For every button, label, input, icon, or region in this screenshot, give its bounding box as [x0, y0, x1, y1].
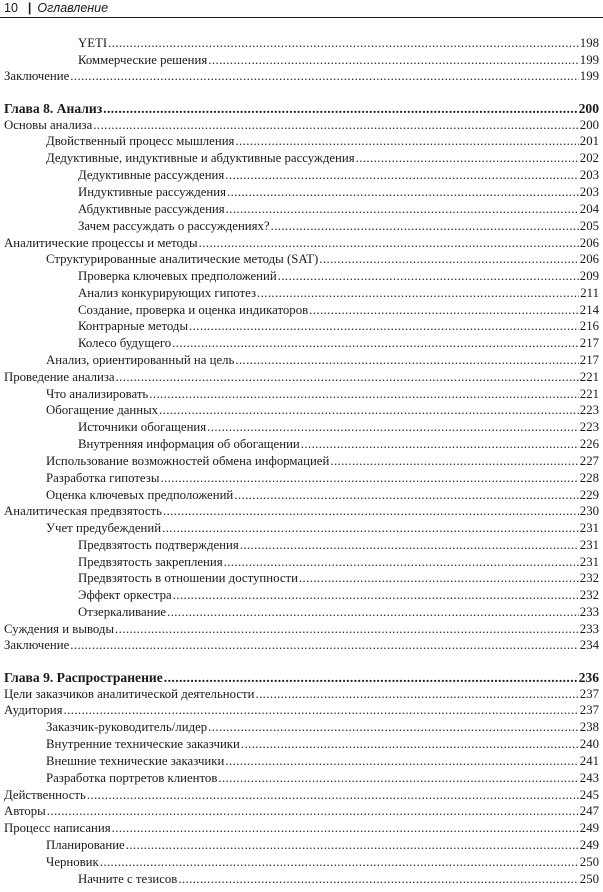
toc-entry: [78, 436, 599, 453]
toc-page-number: 245: [579, 788, 599, 802]
dot-leader: [226, 201, 579, 218]
toc-entry-label: Структурированные аналитические методы (SAT): [46, 252, 319, 266]
toc-page-number: 201: [579, 134, 599, 148]
toc-entry: [78, 570, 599, 587]
toc-entry-label: Заказчик-руководитель/лидер: [46, 720, 208, 734]
toc-entry: [4, 68, 599, 85]
toc-page-number: 227: [579, 454, 599, 468]
dot-leader: [47, 803, 579, 820]
toc-entry: [78, 318, 599, 335]
dot-leader: [225, 753, 578, 770]
toc-page-number: 221: [579, 387, 599, 401]
toc-entry: [46, 470, 599, 487]
dot-leader: [64, 702, 579, 719]
toc-page-number: 249: [579, 821, 599, 835]
toc-entry-label: Двойственный процесс мышления: [46, 134, 235, 148]
dot-leader: [234, 487, 579, 504]
toc-page-number: 214: [579, 303, 599, 317]
toc-page-number: 209: [579, 269, 599, 283]
dot-leader: [70, 637, 579, 654]
toc-entry-label: Внутренняя информация об обогащении: [78, 437, 300, 451]
toc-page-number: 240: [579, 737, 599, 751]
toc-entry: [4, 117, 599, 134]
dot-leader: [167, 604, 579, 621]
section-title: Оглавление: [37, 1, 109, 15]
toc-entry-label: Цели заказчиков аналитической деятельности: [4, 687, 255, 701]
page-number: 10: [4, 1, 18, 15]
toc-entry: [78, 268, 599, 285]
toc-entry-label: Индуктивные рассуждения: [78, 185, 226, 199]
toc-entry-label: Использование возможностей обмена информацией: [46, 454, 330, 468]
toc-page-number: 231: [579, 521, 599, 535]
toc-entry: [46, 487, 599, 504]
dot-leader: [299, 570, 579, 587]
toc-page-number: 206: [579, 236, 599, 250]
toc-entry-label: Глава 9. Распространение: [4, 670, 163, 685]
dot-leader: [108, 35, 579, 52]
dot-leader: [278, 268, 579, 285]
toc-entry-label: Абдуктивные рассуждения: [78, 202, 225, 216]
dot-leader: [93, 117, 578, 134]
toc-page-number: 223: [579, 403, 599, 417]
toc-entry: [4, 820, 599, 837]
dot-leader: [319, 251, 579, 268]
dot-leader: [70, 68, 579, 85]
toc-chapter-heading: [4, 100, 599, 118]
toc-entry-label: Дедуктивные рассуждения: [78, 168, 225, 182]
toc-entry: [46, 753, 599, 770]
toc-page-number: 198: [579, 36, 599, 50]
toc-entry-label: Действенность: [4, 788, 86, 802]
toc-entry: [78, 52, 599, 69]
toc-page-number: 216: [579, 319, 599, 333]
header-rule: [0, 17, 603, 18]
toc-entry: [78, 587, 599, 604]
toc-entry-label: Предвзятость подтверждения: [78, 538, 239, 552]
toc-entry: [4, 235, 599, 252]
toc-entry-label: Заключение: [4, 69, 70, 83]
toc-entry-label: Источники обогащения: [78, 420, 207, 434]
toc-entry: [4, 503, 599, 520]
toc-page-number: 237: [579, 687, 599, 701]
toc-page-number: 241: [579, 754, 599, 768]
toc-entry-label: Планирование: [46, 838, 125, 852]
dot-leader: [162, 520, 579, 537]
toc-entry: [46, 453, 599, 470]
toc-page-number: 206: [579, 252, 599, 266]
dot-leader: [225, 167, 579, 184]
toc-entry: [46, 736, 599, 753]
dot-leader: [224, 554, 579, 571]
dot-leader: [87, 787, 579, 804]
dot-leader: [309, 302, 579, 319]
dot-leader: [207, 419, 579, 436]
toc-entry-label: Предвзятость в отношении доступности: [78, 571, 298, 585]
toc-entry: [78, 871, 599, 888]
toc-entry: [46, 251, 599, 268]
dot-leader: [112, 820, 579, 837]
toc-entry: [78, 218, 599, 235]
toc-entry-label: Предвзятость закрепления: [78, 555, 223, 569]
toc-page-number: 233: [579, 622, 599, 636]
toc-page-number: 234: [579, 638, 599, 652]
dot-leader: [218, 770, 578, 787]
toc-page-number: 211: [580, 286, 599, 300]
dot-leader: [255, 686, 578, 703]
toc-entry-label: Обогащение данных: [46, 403, 159, 417]
toc-entry-label: Заключение: [4, 638, 70, 652]
dot-leader: [257, 285, 579, 302]
running-header: [4, 0, 599, 16]
toc-entry: [78, 302, 599, 319]
toc-entry-label: Колесо будущего: [78, 336, 172, 350]
dot-leader: [100, 854, 579, 871]
toc-page-number: 228: [579, 471, 599, 485]
toc-entry-label: Эффект оркестра: [78, 588, 172, 602]
toc-entry-label: Зачем рассуждать о рассуждениях?: [78, 219, 270, 233]
dot-leader: [227, 184, 579, 201]
toc-page-number: 199: [579, 53, 599, 67]
dot-leader: [103, 100, 577, 118]
toc-entry: [4, 637, 599, 654]
toc-entry: [78, 35, 599, 52]
dot-leader: [208, 52, 579, 69]
toc-page-number: 238: [579, 720, 599, 734]
toc-entry-label: Проведение анализа: [4, 370, 115, 384]
toc-page-number: 203: [579, 185, 599, 199]
dot-leader: [199, 235, 579, 252]
toc-entry-label: Оценка ключевых предположений: [46, 488, 234, 502]
toc-entry: [46, 719, 599, 736]
toc-page-number: 204: [579, 202, 599, 216]
toc-entry-label: Отзеркаливание: [78, 605, 167, 619]
toc-entry-label: Аудитория: [4, 703, 63, 717]
toc-page-number: 217: [579, 336, 599, 350]
toc-entry: [78, 184, 599, 201]
toc-page-number: 229: [579, 488, 599, 502]
dot-leader: [149, 386, 579, 403]
toc-entry-label: Черновик: [46, 855, 99, 869]
dot-leader: [208, 719, 579, 736]
dot-leader: [159, 402, 579, 419]
toc-entry: [4, 686, 599, 703]
dot-leader: [301, 436, 579, 453]
toc-entry: [4, 803, 599, 820]
toc-entry-label: Что анализировать: [46, 387, 149, 401]
toc-page-number: 200: [579, 118, 599, 132]
toc-entry-label: Учет предубеждений: [46, 521, 162, 535]
toc-page-number: 205: [579, 219, 599, 233]
dot-leader: [241, 736, 579, 753]
toc-page-number: 232: [579, 571, 599, 585]
toc-page-number: 243: [579, 771, 599, 785]
toc-entry-label: Создание, проверка и оценка индикаторов: [78, 303, 309, 317]
dot-leader: [189, 318, 579, 335]
toc-entry-label: Анализ конкурирующих гипотез: [78, 286, 257, 300]
dot-leader: [271, 218, 579, 235]
toc-entry: [78, 285, 599, 302]
toc-entry: [46, 837, 599, 854]
dot-leader: [115, 621, 579, 638]
toc-page-number: 231: [579, 538, 599, 552]
toc-page-number: 250: [579, 872, 599, 886]
toc-entry: [46, 386, 599, 403]
toc-entry-label: Суждения и выводы: [4, 622, 115, 636]
toc-entry: [4, 621, 599, 638]
toc-page-number: 221: [579, 370, 599, 384]
dot-leader: [164, 669, 578, 687]
toc-entry-label: Разработка портретов клиентов: [46, 771, 218, 785]
toc-entry-label: Основы анализа: [4, 118, 93, 132]
toc-page-number: 237: [579, 703, 599, 717]
toc-entry-label: Дедуктивные, индуктивные и абдуктивные рассуждения: [46, 151, 355, 165]
toc-page-number: 200: [578, 101, 599, 116]
toc-entry-label: Глава 8. Анализ: [4, 101, 103, 116]
toc-entry: [78, 167, 599, 184]
toc-entry: [4, 702, 599, 719]
toc-entry-label: Коммерческие решения: [78, 53, 208, 67]
toc-entry-label: Разработка гипотезы: [46, 471, 160, 485]
toc-page-number: 203: [579, 168, 599, 182]
toc-page-number: 217: [579, 353, 599, 367]
toc-entry-label: Анализ, ориентированный на цель: [46, 353, 235, 367]
toc-page-number: 226: [579, 437, 599, 451]
toc-entry: [46, 352, 599, 369]
dot-leader: [178, 871, 578, 888]
toc-page-number: 230: [579, 504, 599, 518]
dot-leader: [160, 470, 578, 487]
dot-leader: [173, 587, 579, 604]
toc-entry-label: Проверка ключевых предположений: [78, 269, 277, 283]
toc-entry-label: Процесс написания: [4, 821, 111, 835]
toc-entry: [78, 419, 599, 436]
dot-leader: [116, 369, 579, 386]
toc-entry: [46, 133, 599, 150]
toc-chapter-heading: [4, 669, 599, 687]
toc-page-number: 233: [579, 605, 599, 619]
toc-entry-label: Аналитические процессы и методы: [4, 236, 198, 250]
dot-leader: [240, 537, 579, 554]
dot-leader: [356, 150, 579, 167]
toc-entry: [46, 770, 599, 787]
toc-entry: [46, 854, 599, 871]
toc-page-number: 202: [579, 151, 599, 165]
toc-entry: [78, 537, 599, 554]
toc-page-number: 250: [579, 855, 599, 869]
toc-page-number: 199: [579, 69, 599, 83]
toc-page-number: 236: [578, 670, 599, 685]
dot-leader: [235, 133, 578, 150]
toc-entry: [78, 604, 599, 621]
toc-page-number: 247: [579, 804, 599, 818]
toc-entry-label: YETI: [78, 36, 108, 50]
toc-page-number: 231: [579, 555, 599, 569]
dot-leader: [163, 503, 579, 520]
toc-page-number: 223: [579, 420, 599, 434]
toc-entry-label: Внутренние технические заказчики: [46, 737, 240, 751]
toc-entry: [46, 402, 599, 419]
toc-page-number: 232: [579, 588, 599, 602]
toc-entry: [4, 787, 599, 804]
toc-entry-label: Внешние технические заказчики: [46, 754, 225, 768]
toc-entry: [78, 335, 599, 352]
toc-entry: [4, 369, 599, 386]
header-separator: |: [27, 1, 32, 15]
dot-leader: [172, 335, 579, 352]
toc-page-number: 249: [579, 838, 599, 852]
toc-entry: [78, 201, 599, 218]
toc-entry-label: Авторы: [4, 804, 46, 818]
toc-entry-label: Аналитическая предвзятость: [4, 504, 162, 518]
toc-entry: [78, 554, 599, 571]
toc-entry-label: Начните с тезисов: [78, 872, 178, 886]
dot-leader: [330, 453, 578, 470]
dot-leader: [126, 837, 579, 854]
dot-leader: [235, 352, 578, 369]
toc-entry-label: Контрарные методы: [78, 319, 189, 333]
toc-entry: [46, 520, 599, 537]
toc-entry: [46, 150, 599, 167]
